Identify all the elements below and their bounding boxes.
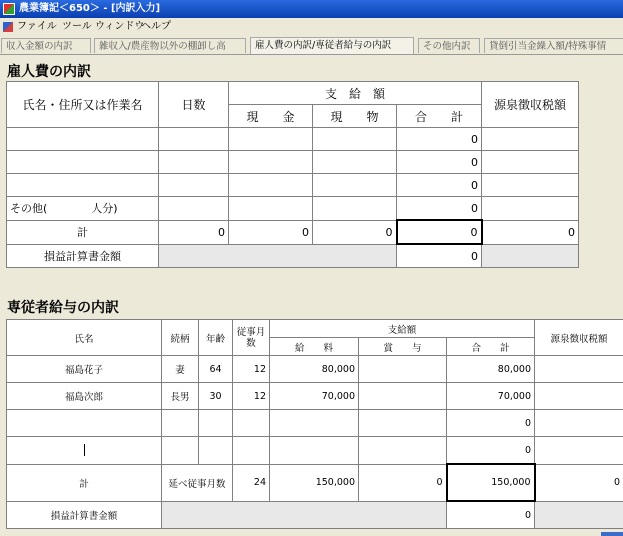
menu-help[interactable]: ヘルプ: [141, 21, 171, 32]
age-cell[interactable]: 64: [199, 356, 233, 383]
relation-cell[interactable]: 長男: [162, 383, 199, 410]
table-row: [7, 151, 579, 174]
name-cell[interactable]: [7, 174, 159, 197]
header-total: 合 計: [447, 338, 535, 356]
sum-label: 計: [7, 220, 159, 244]
salary-cell[interactable]: 80,000: [270, 356, 359, 383]
months-cell[interactable]: 12: [233, 356, 270, 383]
header-name: 氏名・住所又は作業名: [7, 82, 159, 128]
cash-cell[interactable]: [229, 151, 313, 174]
sum-label: 計: [7, 464, 162, 501]
app-icon: [3, 3, 15, 15]
header-days: 日数: [159, 82, 229, 128]
menu-bar: [0, 18, 623, 36]
goods-cell[interactable]: [313, 128, 397, 151]
tax-cell[interactable]: [535, 383, 623, 410]
pl-blank: [162, 501, 447, 529]
menu-file[interactable]: ファイル: [17, 21, 57, 32]
tab-strip: [0, 37, 623, 55]
header-relation: 続柄: [162, 320, 199, 356]
months-cell[interactable]: [233, 437, 270, 465]
section-title-wages: 雇人費の内訳: [7, 64, 91, 80]
sum-row: [7, 220, 579, 244]
total-cell: 0: [447, 410, 535, 437]
tab-other[interactable]: その他内訳: [418, 38, 480, 53]
header-total: 合 計: [397, 105, 482, 128]
wages-table: [6, 81, 579, 268]
total-cell: 80,000: [447, 356, 535, 383]
header-goods: 現 物: [313, 105, 397, 128]
name-cell[interactable]: その他( 人分): [7, 197, 159, 221]
sum-total-selected[interactable]: 0: [397, 220, 482, 244]
header-tax: 源泉徴収税額: [535, 320, 623, 356]
tax-cell[interactable]: [482, 151, 579, 174]
table-row: [7, 174, 579, 197]
pl-row: [7, 244, 579, 268]
bonus-cell[interactable]: [359, 437, 447, 465]
relation-cell[interactable]: [162, 437, 199, 465]
name-cell[interactable]: [7, 410, 162, 437]
header-tax: 源泉徴収税額: [482, 82, 579, 128]
age-cell[interactable]: [199, 410, 233, 437]
name-cell[interactable]: 福島次郎: [7, 383, 162, 410]
months-cell[interactable]: [233, 410, 270, 437]
cash-cell[interactable]: [229, 174, 313, 197]
sum-days: 0: [159, 220, 229, 244]
total-cell: 0: [447, 437, 535, 465]
bonus-cell[interactable]: [359, 356, 447, 383]
name-cell[interactable]: [7, 128, 159, 151]
pl-label: 損益計算書金額: [7, 501, 162, 529]
title-bar: [0, 0, 623, 18]
total-cell: 0: [397, 174, 482, 197]
pl-row: [7, 501, 623, 529]
cash-cell[interactable]: [229, 197, 313, 221]
tax-cell[interactable]: [482, 174, 579, 197]
age-cell[interactable]: 30: [199, 383, 233, 410]
name-cell[interactable]: [7, 437, 162, 465]
days-cell[interactable]: [159, 197, 229, 221]
sum-row: [7, 464, 623, 501]
sum-months: 24: [233, 464, 270, 501]
table-row: [7, 410, 623, 437]
tax-cell[interactable]: [482, 197, 579, 221]
header-payment: 支 給 額: [229, 82, 482, 105]
pl-total[interactable]: 0: [447, 501, 535, 529]
document-icon[interactable]: [3, 22, 13, 32]
name-cell[interactable]: 福島花子: [7, 356, 162, 383]
sum-months-label: 延べ従事月数: [162, 464, 233, 501]
header-salary: 給 料: [270, 338, 359, 356]
sum-salary: 150,000: [270, 464, 359, 501]
bonus-cell[interactable]: [359, 410, 447, 437]
tab-wages[interactable]: 雇人費の内訳/専従者給与の内訳: [250, 37, 414, 54]
table-row: [7, 383, 623, 410]
total-cell: 0: [397, 128, 482, 151]
tax-cell[interactable]: [535, 410, 623, 437]
goods-cell[interactable]: [313, 197, 397, 221]
table-row: [7, 356, 623, 383]
window-corner: [601, 532, 623, 536]
header-bonus: 賞 与: [359, 338, 447, 356]
tax-cell[interactable]: [535, 437, 623, 465]
total-cell: 0: [397, 197, 482, 221]
table-row: [7, 197, 579, 221]
days-cell[interactable]: [159, 128, 229, 151]
total-cell: 0: [397, 151, 482, 174]
family-wages-table: [6, 319, 623, 529]
days-cell[interactable]: [159, 174, 229, 197]
sum-tax: 0: [482, 220, 579, 244]
salary-cell[interactable]: 70,000: [270, 383, 359, 410]
window-title: 農業簿記＜650＞ - [内訳入力]: [19, 3, 161, 14]
salary-cell[interactable]: [270, 437, 359, 465]
sum-tax: 0: [535, 464, 623, 501]
tax-cell[interactable]: [535, 356, 623, 383]
days-cell[interactable]: [159, 151, 229, 174]
tab-income[interactable]: 収入金額の内訳: [1, 38, 91, 53]
name-cell[interactable]: [7, 151, 159, 174]
goods-cell[interactable]: [313, 174, 397, 197]
header-payment: 支給額: [270, 320, 535, 338]
sum-total-selected[interactable]: 150,000: [447, 464, 535, 501]
relation-cell[interactable]: [162, 410, 199, 437]
table-row: [7, 437, 623, 465]
sum-cash: 0: [229, 220, 313, 244]
pl-blank: [535, 501, 623, 529]
content-area: [0, 55, 623, 536]
table-row: [7, 128, 579, 151]
header-months: 従事月数: [233, 320, 270, 356]
sum-bonus: 0: [359, 464, 447, 501]
tab-bad-debt[interactable]: 貸倒引当金繰入額/特殊事情: [484, 38, 623, 53]
cash-cell[interactable]: [229, 128, 313, 151]
sum-goods: 0: [313, 220, 397, 244]
pl-blank: [159, 244, 397, 268]
pl-total[interactable]: 0: [397, 244, 482, 268]
pl-blank: [482, 244, 579, 268]
text-cursor: [84, 444, 85, 456]
tax-cell[interactable]: [482, 128, 579, 151]
tab-misc-income[interactable]: 雑収入/農産物以外の棚卸し高: [94, 38, 246, 53]
months-cell[interactable]: 12: [233, 383, 270, 410]
header-age: 年齢: [199, 320, 233, 356]
bonus-cell[interactable]: [359, 383, 447, 410]
menu-tools[interactable]: ツール: [62, 21, 92, 32]
header-name: 氏名: [7, 320, 162, 356]
total-cell: 70,000: [447, 383, 535, 410]
pl-label: 損益計算書金額: [7, 244, 159, 268]
section-title-family-wages: 専従者給与の内訳: [7, 300, 119, 316]
age-cell[interactable]: [199, 437, 233, 465]
goods-cell[interactable]: [313, 151, 397, 174]
relation-cell[interactable]: 妻: [162, 356, 199, 383]
menu-window[interactable]: ウィンドウ: [95, 21, 145, 32]
salary-cell[interactable]: [270, 410, 359, 437]
header-cash: 現 金: [229, 105, 313, 128]
